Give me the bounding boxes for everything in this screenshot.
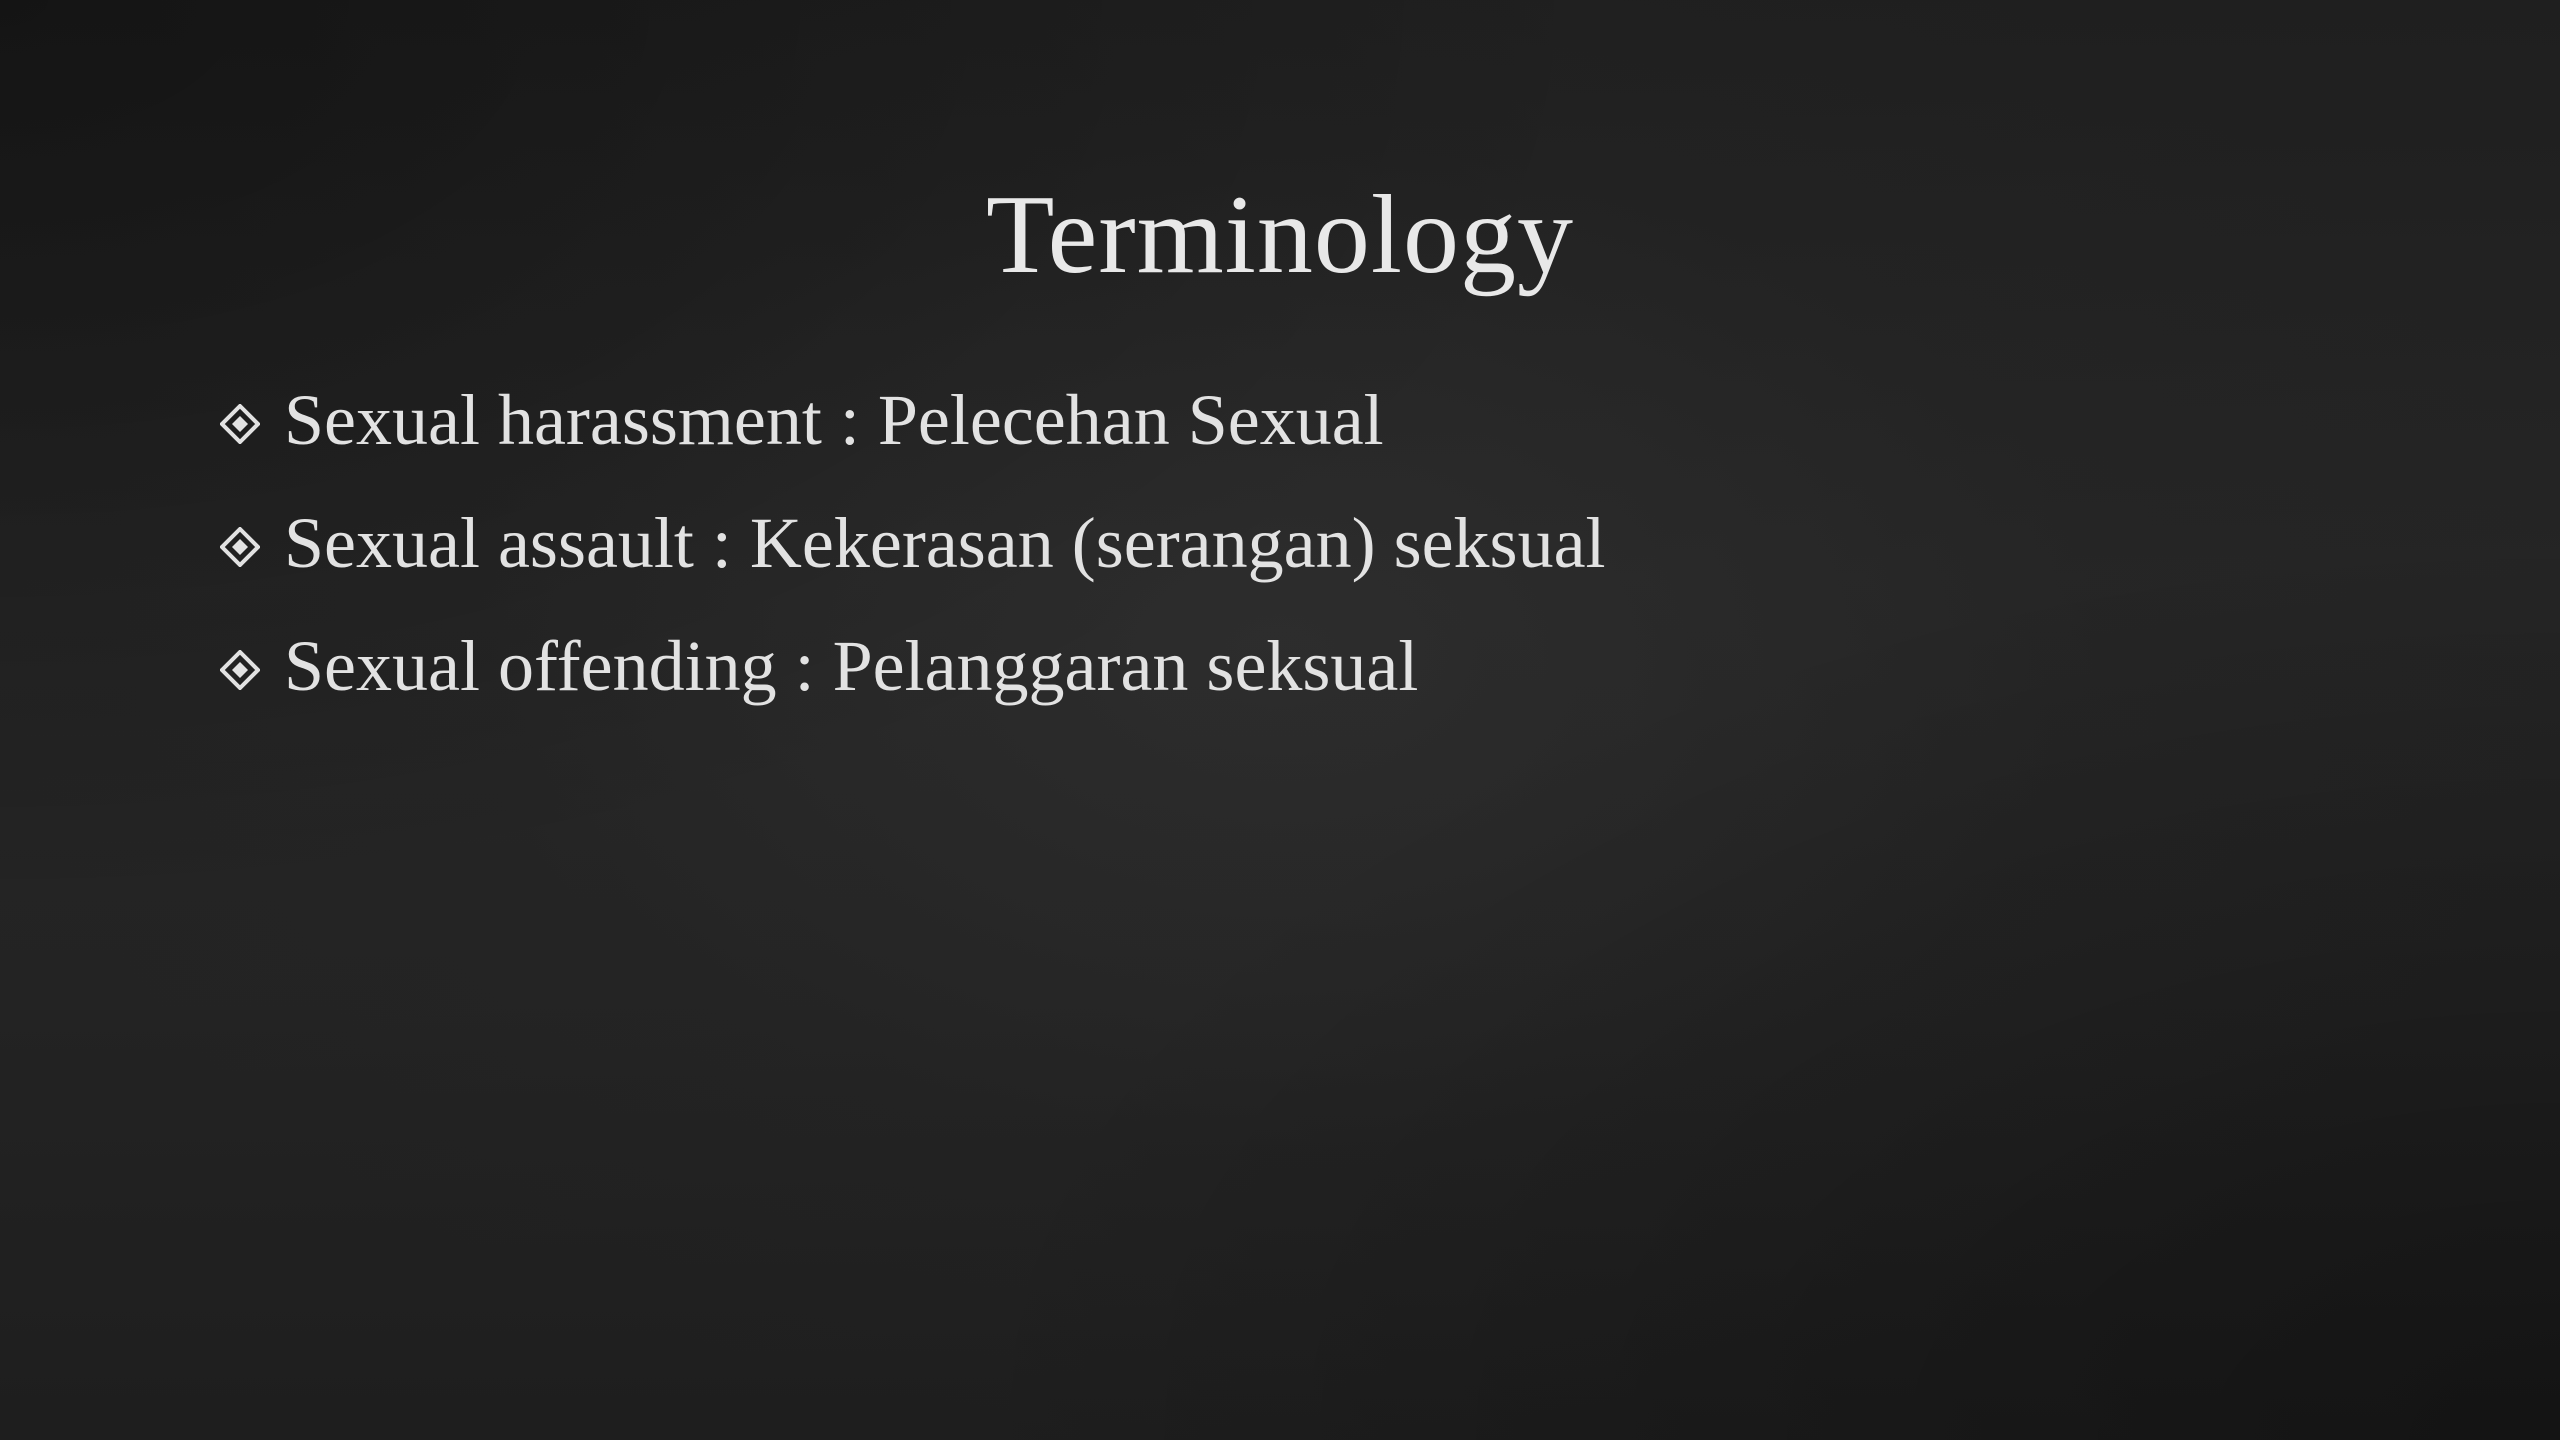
bullet-text: Sexual assault : Kekerasan (serangan) seksual: [284, 503, 1606, 583]
bullet-text: Sexual offending : Pelanggaran seksual: [284, 626, 1419, 706]
bullet-text: Sexual harassment : Pelecehan Sexual: [284, 380, 1384, 460]
diamond-bullet-icon: [220, 404, 260, 444]
list-item: [220, 493, 1606, 616]
list-item: [220, 616, 1606, 739]
diamond-bullet-icon: [220, 650, 260, 690]
diamond-bullet-icon: [220, 527, 260, 567]
slide-title: Terminology: [986, 173, 1574, 297]
bullet-list: [220, 370, 1606, 739]
list-item: [220, 370, 1606, 493]
